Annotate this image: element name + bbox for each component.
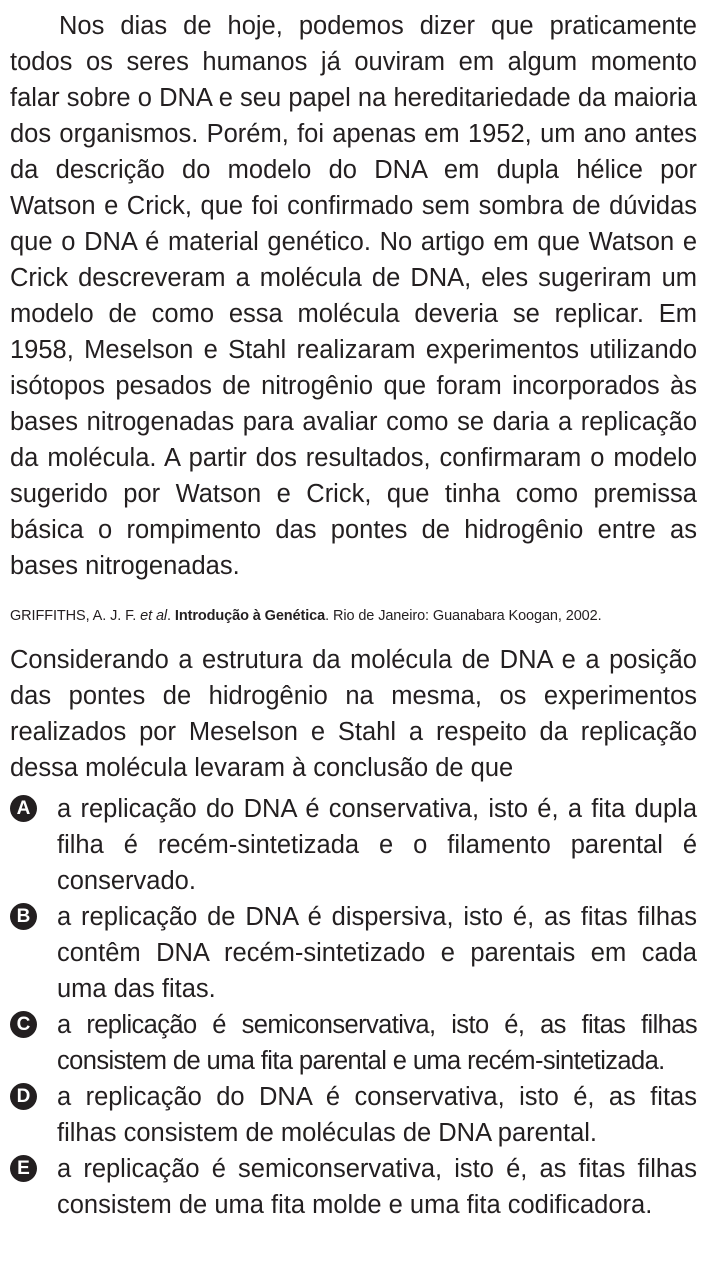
option-a-text: a replicação do DNA é conservativa, isto é, a fita dupla filha é recém-sintetizada e o filamento parental é conservado. bbox=[57, 795, 697, 895]
option-d-text: a replicação do DNA é conservativa, isto é, as fitas filhas consistem de moléculas de DNA parental. bbox=[57, 1083, 697, 1147]
option-b-letter-badge: B bbox=[10, 903, 37, 930]
option-b[interactable] bbox=[10, 899, 697, 1007]
option-b-text: a replicação de DNA é dispersiva, isto é, as fitas filhas contêm DNA recém-sintetizado e parentais em cada uma das fitas. bbox=[57, 903, 697, 1003]
citation-title: Introdução à Genética bbox=[174, 608, 326, 624]
question-text: Considerando a estrutura da molécula de DNA e a posição das pontes de hidrogênio na mesma, os experimentos realizados por Meselson e Stahl a respeito da replicação dessa molécula levaram à conclusão de que bbox=[10, 646, 697, 782]
option-a-letter-badge: A bbox=[10, 795, 37, 822]
citation-authors: GRIFFITHS, A. J. F. bbox=[10, 608, 141, 624]
option-c-text: a replicação é semiconservativa, isto é, as fitas filhas consistem de uma fita parental e uma recém-sintetizada. bbox=[57, 1011, 697, 1075]
option-a[interactable] bbox=[10, 791, 697, 899]
citation-publisher: . Rio de Janeiro: Guanabara Koogan, 2002. bbox=[325, 608, 602, 624]
answer-options bbox=[10, 791, 697, 1223]
citation-sep: . bbox=[167, 608, 175, 624]
option-c-letter-badge: C bbox=[10, 1011, 37, 1038]
option-c[interactable] bbox=[10, 1007, 697, 1079]
passage-text: Nos dias de hoje, podemos dizer que praticamente todos os seres humanos já ouviram em algum momento falar sobre o DNA e seu papel na hereditariedade da maioria dos organismos. Porém, foi apenas em 1952, um ano antes da descrição do modelo do DNA em dupla hélice por Watson e Crick, que foi confirmado sem sombra de dúvidas que o DNA é material genético. No artigo em que Watson e Crick descreveram a molécula de DNA, eles sugeriram um modelo de como essa molécula deveria se replicar. Em 1958, Meselson e Stahl realizaram experimentos utilizando isótopos pesados de nitrogênio que foram incorporados às bases nitrogenadas para avaliar como se daria a replicação da molécula. A partir dos resultados, confirmaram o modelo sugerido por Watson e Crick, que tinha como premissa básica o rompimento das pontes de hidrogênio entre as bases nitrogenadas. bbox=[10, 12, 697, 580]
citation bbox=[10, 606, 697, 626]
option-d-letter-badge: D bbox=[10, 1083, 37, 1110]
citation-etal: et al bbox=[140, 608, 168, 624]
option-d[interactable] bbox=[10, 1079, 697, 1151]
option-e-letter-badge: E bbox=[10, 1155, 37, 1182]
option-e-text: a replicação é semiconservativa, isto é, as fitas filhas consistem de uma fita molde e uma fita codificadora. bbox=[57, 1155, 697, 1219]
option-e[interactable] bbox=[10, 1151, 697, 1223]
